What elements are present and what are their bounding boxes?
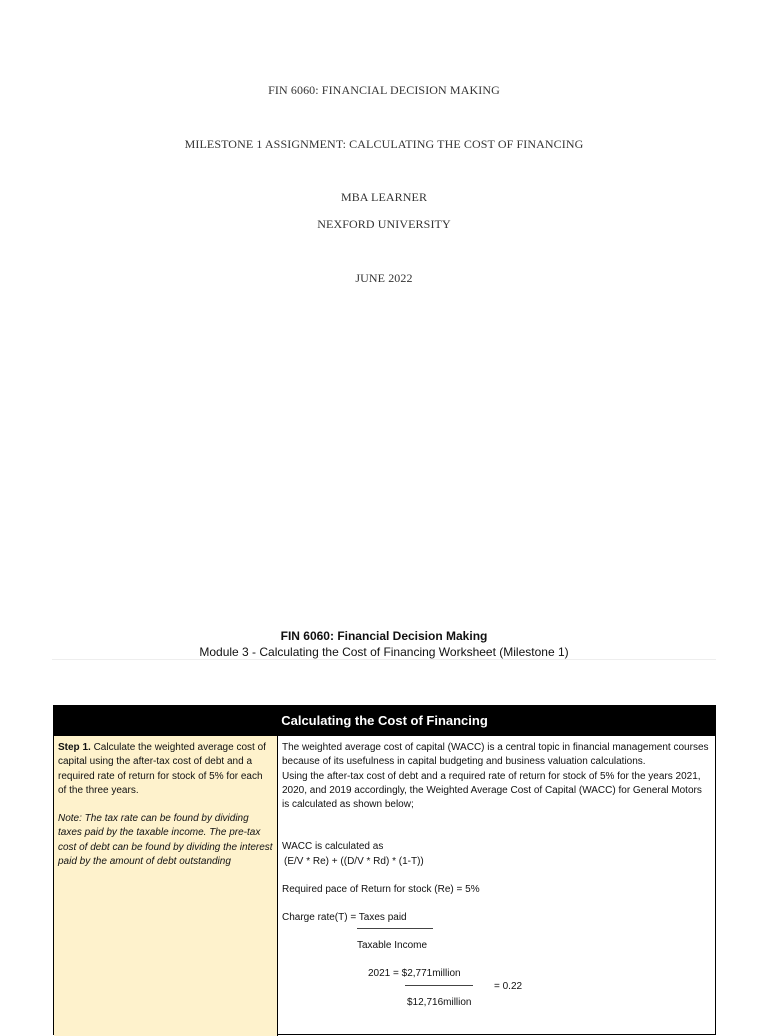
cover-author: MBA LEARNER — [340, 190, 428, 204]
answer-intro: The weighted average cost of capital (WACC) is a central topic in financial management courses because of its usefulness in capital budgeting and business valuation calculations. — [282, 742, 709, 768]
wacc-label: WACC is calculated as — [282, 841, 384, 853]
cover-assignment-title: MILESTONE 1 ASSIGNMENT: CALCULATING THE COST OF FINANCING — [184, 137, 584, 151]
answer-method: Using the after-tax cost of debt and a required rate of return for stock of 5% for the years 2021, 2020, and 2019 accordingly, the Weighted Average Cost of Capital (WACC) for General Motors is calculated as shown below; — [282, 770, 702, 811]
cover-date: JUNE 2022 — [355, 271, 413, 285]
tax-denominator: Taxable Income — [357, 939, 428, 951]
year-2021-denominator: $12,716million — [407, 996, 472, 1008]
required-return-line: Required pace of Return for stock (Re) = 5% — [282, 884, 480, 896]
wacc-formula: (E/V * Re) + ((D/V * Rd) * (1-T)) — [284, 855, 424, 867]
cost-of-financing-table — [53, 705, 716, 1035]
tax-rate-line: Charge rate(T) = Taxes paid — [282, 912, 407, 924]
year-2021-fraction-bar — [405, 985, 473, 986]
worksheet-subtitle: Module 3 - Calculating the Cost of Financing Worksheet (Milestone 1) — [199, 645, 569, 659]
tax-fraction-bar — [357, 928, 433, 929]
answer-cell — [278, 736, 715, 1036]
step-instruction — [58, 741, 273, 798]
divider — [52, 659, 716, 660]
step-text: Calculate the weighted average cost of capital using the after-tax cost of debt and a required rate of return for stock of 5% for each of the three years. — [58, 742, 266, 796]
year-2021-numerator: 2021 = $2,771million — [368, 968, 461, 980]
year-2021-result: = 0.22 — [494, 980, 523, 992]
table-header: Calculating the Cost of Financing — [54, 706, 715, 736]
cover-course-title: FIN 6060: FINANCIAL DECISION MAKING — [268, 83, 500, 97]
worksheet-title: FIN 6060: Financial Decision Making — [280, 629, 488, 643]
step-instruction-cell — [54, 736, 278, 1036]
cover-university: NEXFORD UNIVERSITY — [317, 217, 451, 231]
step-label: Step 1. — [58, 742, 91, 753]
step-note: Note: The tax rate can be found by dividing taxes paid by the taxable income. The pre-tax cost of debt can be found by dividing the interest paid by the amount of debt outstanding — [58, 813, 273, 868]
